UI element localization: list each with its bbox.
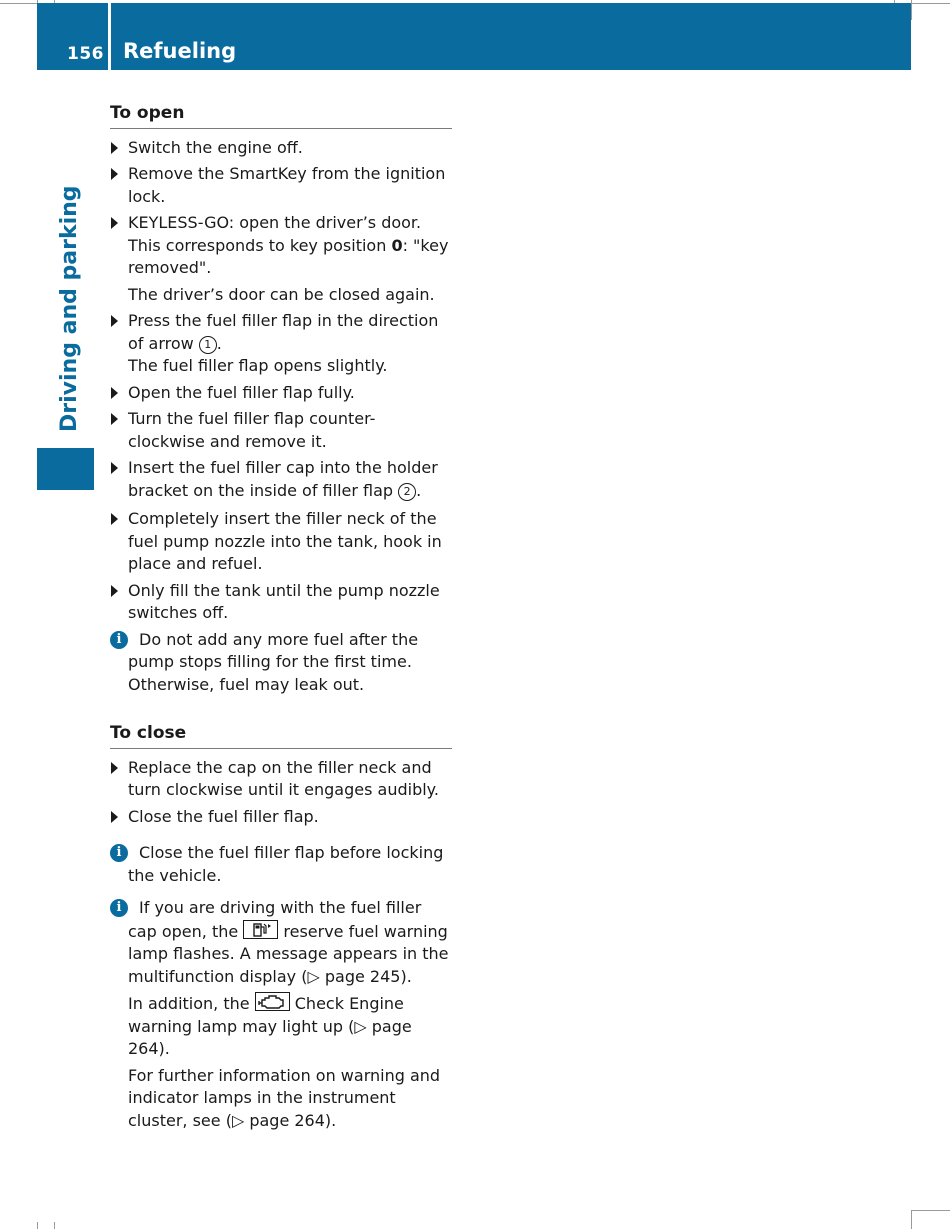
section-tab-marker <box>37 448 94 490</box>
step-result <box>110 235 452 280</box>
info-paragraph <box>110 992 452 1061</box>
step-text: Press the fuel filler flap in the direction of arrow <box>128 311 439 353</box>
step-text: KEYLESS-GO: open the driver’s door. <box>128 213 422 232</box>
info-text: Do not add any more fuel after the pump stops filling for the first time. Otherwise, fuel may leak out. <box>128 629 419 694</box>
triangle-right-icon <box>111 513 118 525</box>
info-text: reserve fuel warning lamp flashes. A message appears in the multifunction display (▷ page 245). <box>128 921 449 986</box>
instruction-step <box>110 408 452 453</box>
instruction-step <box>110 757 452 802</box>
step-text: Insert the fuel filler cap into the holder bracket on the inside of filler flap <box>128 458 438 500</box>
header-divider <box>108 3 111 70</box>
crop-mark <box>37 1222 38 1229</box>
triangle-right-icon <box>111 811 118 823</box>
instruction-step <box>110 508 452 576</box>
step-text: Switch the engine off. <box>128 137 303 157</box>
step-text: Turn the fuel filler flap counter-clockwise and remove it. <box>128 409 376 451</box>
fuel-pump-icon <box>243 920 278 939</box>
triangle-right-icon <box>111 585 118 597</box>
info-text: Check Engine warning lamp may light up (▷ page 264). <box>128 994 412 1058</box>
step-text: Remove the SmartKey from the ignition lock. <box>128 164 446 206</box>
page-number: 156 <box>67 44 104 64</box>
instruction-step <box>110 212 452 235</box>
info-paragraph: For further information on warning and indicator lamps in the instrument cluster, see (▷ page 264). <box>128 1065 441 1130</box>
crop-mark <box>911 1210 912 1229</box>
step-text: Replace the cap on the filler neck and turn clockwise until it engages audibly. <box>128 757 439 799</box>
info-text: If you are driving with the fuel filler cap open, the <box>128 898 422 941</box>
step-result: The driver’s door can be closed again. <box>128 284 435 304</box>
triangle-right-icon <box>111 217 118 229</box>
result-text: : "key removed". <box>128 235 449 277</box>
instruction-step <box>110 310 452 355</box>
step-text: Close the fuel filler flap. <box>128 806 319 826</box>
triangle-right-icon <box>111 462 118 474</box>
crop-mark <box>911 3 950 4</box>
section-tab-label: Driving and parking <box>57 185 82 432</box>
info-note <box>110 629 452 697</box>
step-result: The fuel filler flap opens slightly. <box>128 356 388 375</box>
crop-mark <box>54 1222 55 1229</box>
info-icon: i <box>110 899 128 917</box>
step-text: Open the fuel filler flap fully. <box>128 382 355 402</box>
triangle-right-icon <box>111 168 118 180</box>
section-heading-to-close: To close <box>110 722 452 749</box>
info-note <box>110 897 452 988</box>
callout-marker-1: 1 <box>199 336 217 354</box>
triangle-right-icon <box>111 142 118 154</box>
info-icon: i <box>110 844 128 862</box>
callout-marker-2: 2 <box>398 483 416 501</box>
crop-mark <box>0 3 37 4</box>
info-text: Close the fuel filler flap before locking the vehicle. <box>128 843 444 885</box>
result-text: This corresponds to key position <box>128 235 392 255</box>
triangle-right-icon <box>111 762 118 774</box>
key-position: 0 <box>391 235 403 255</box>
instruction-step <box>110 137 452 160</box>
step-text: Only fill the tank until the pump nozzle switches off. <box>128 580 440 622</box>
instruction-step <box>110 457 452 502</box>
instruction-step <box>110 163 452 208</box>
step-text: Completely insert the filler neck of the fuel pump nozzle into the tank, hook in place and refuel. <box>128 509 442 573</box>
crop-mark <box>911 1210 950 1211</box>
info-icon: i <box>110 631 128 649</box>
triangle-right-icon <box>111 387 118 399</box>
instruction-step <box>110 806 452 829</box>
instruction-step <box>110 382 452 405</box>
step-text: . <box>416 480 422 500</box>
page-title: Refueling <box>123 39 237 63</box>
check-engine-icon <box>255 992 290 1011</box>
triangle-right-icon <box>111 413 118 425</box>
page-header <box>37 3 911 70</box>
triangle-right-icon <box>111 315 118 327</box>
instruction-step <box>110 580 452 625</box>
info-note <box>110 842 452 887</box>
section-heading-to-open: To open <box>110 102 452 129</box>
content-column <box>110 102 452 1136</box>
step-text: . <box>216 333 222 353</box>
info-text: In addition, the <box>128 994 255 1013</box>
